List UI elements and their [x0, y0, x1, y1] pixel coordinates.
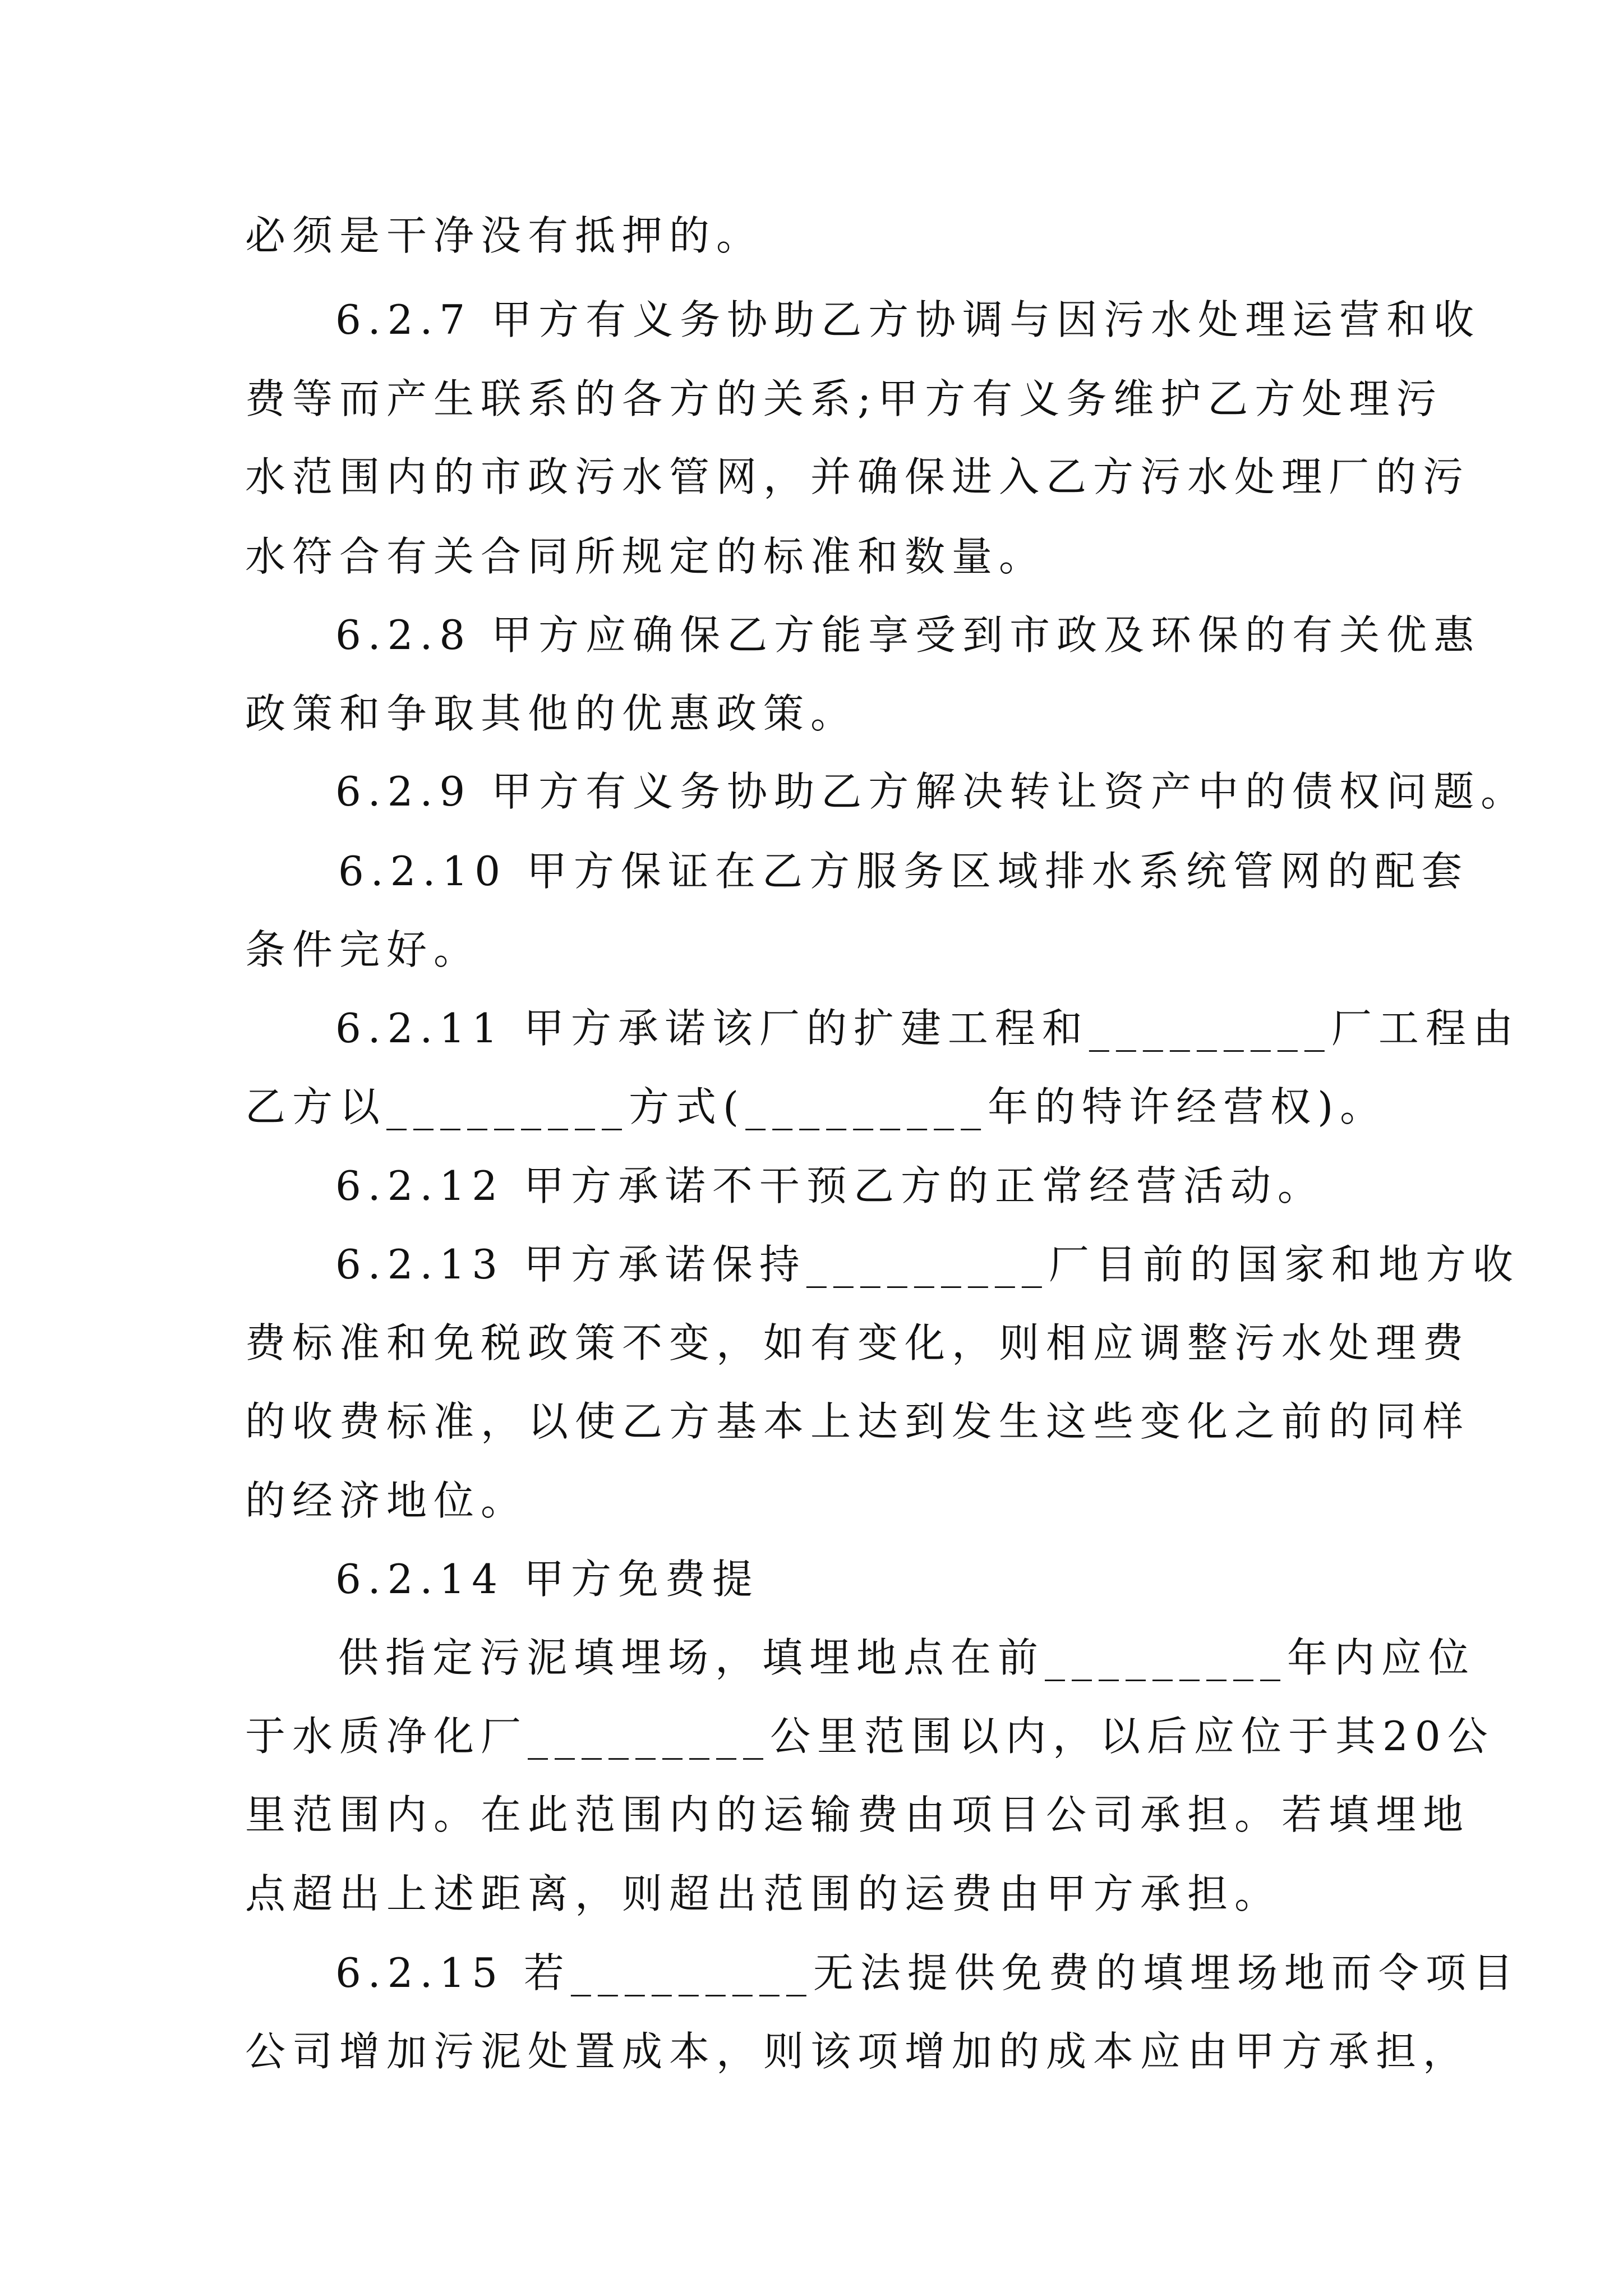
clause-6-2-14-line-4: 点超出上述距离，则超出范围的运费由甲方承担。 — [245, 1870, 1282, 1917]
clause-6-2-13-line-1: 6.2.13 甲方承诺保持_________厂目前的国家和地方收 — [335, 1241, 1520, 1288]
clause-6-2-11-line-2: 乙方以_________方式(_________年的特许经营权)。 — [245, 1083, 1387, 1130]
clause-6-2-14-line-2: 于水质净化厂_________公里范围以内，以后应位于其20公 — [245, 1713, 1495, 1760]
clause-6-2-7-line-1: 6.2.7 甲方有义务协助乙方协调与因污水处理运营和收 — [335, 296, 1481, 343]
clause-6-2-13-line-3: 的收费标准，以使乙方基本上达到发生这些变化之前的同样 — [245, 1398, 1470, 1445]
clause-6-2-15-line-2: 公司增加污泥处置成本，则该项增加的成本应由甲方承担， — [245, 2028, 1470, 2075]
clause-6-2-14-line-1: 供指定污泥填埋场，填埋地点在前_________年内应位 — [338, 1634, 1476, 1681]
clause-6-2-8-line-2: 政策和争取其他的优惠政策。 — [245, 690, 858, 737]
clause-6-2-7-line-4: 水符合有关合同所规定的标准和数量。 — [245, 533, 1046, 580]
clause-6-2-7-line-3: 水范围内的市政污水管网，并确保进入乙方污水处理厂的污 — [245, 453, 1470, 500]
clause-6-2-15-line-1: 6.2.15 若_________无法提供免费的填埋场地而令项目 — [335, 1949, 1520, 1996]
clause-6-2-14-heading: 6.2.14 甲方免费提 — [335, 1556, 759, 1603]
clause-6-2-13-line-2: 费标准和免税政策不变，如有变化，则相应调整污水处理费 — [245, 1319, 1470, 1366]
clause-6-2-10-line-1: 6.2.10 甲方保证在乙方服务区域排水系统管网的配套 — [338, 848, 1469, 895]
clause-6-2-10-line-2: 条件完好。 — [245, 926, 481, 973]
clause-6-2-7-line-2: 费等而产生联系的各方的关系;甲方有义务维护乙方处理污 — [245, 375, 1444, 422]
clause-6-2-9-line-1: 6.2.9 甲方有义务协助乙方解决转让资产中的债权问题。 — [335, 768, 1528, 815]
clause-6-2-11-line-1: 6.2.11 甲方承诺该厂的扩建工程和_________厂工程由 — [335, 1005, 1520, 1052]
clause-6-2-14-line-3: 里范围内。在此范围内的运输费由项目公司承担。若填埋地 — [245, 1791, 1470, 1838]
clause-6-2-13-line-4: 的经济地位。 — [245, 1477, 528, 1524]
clause-6-2-12-line-1: 6.2.12 甲方承诺不干预乙方的正常经营活动。 — [335, 1162, 1325, 1209]
clause-6-2-8-line-1: 6.2.8 甲方应确保乙方能享受到市政及环保的有关优惠 — [335, 611, 1481, 659]
text-line-1: 必须是干净没有抵押的。 — [245, 212, 764, 259]
